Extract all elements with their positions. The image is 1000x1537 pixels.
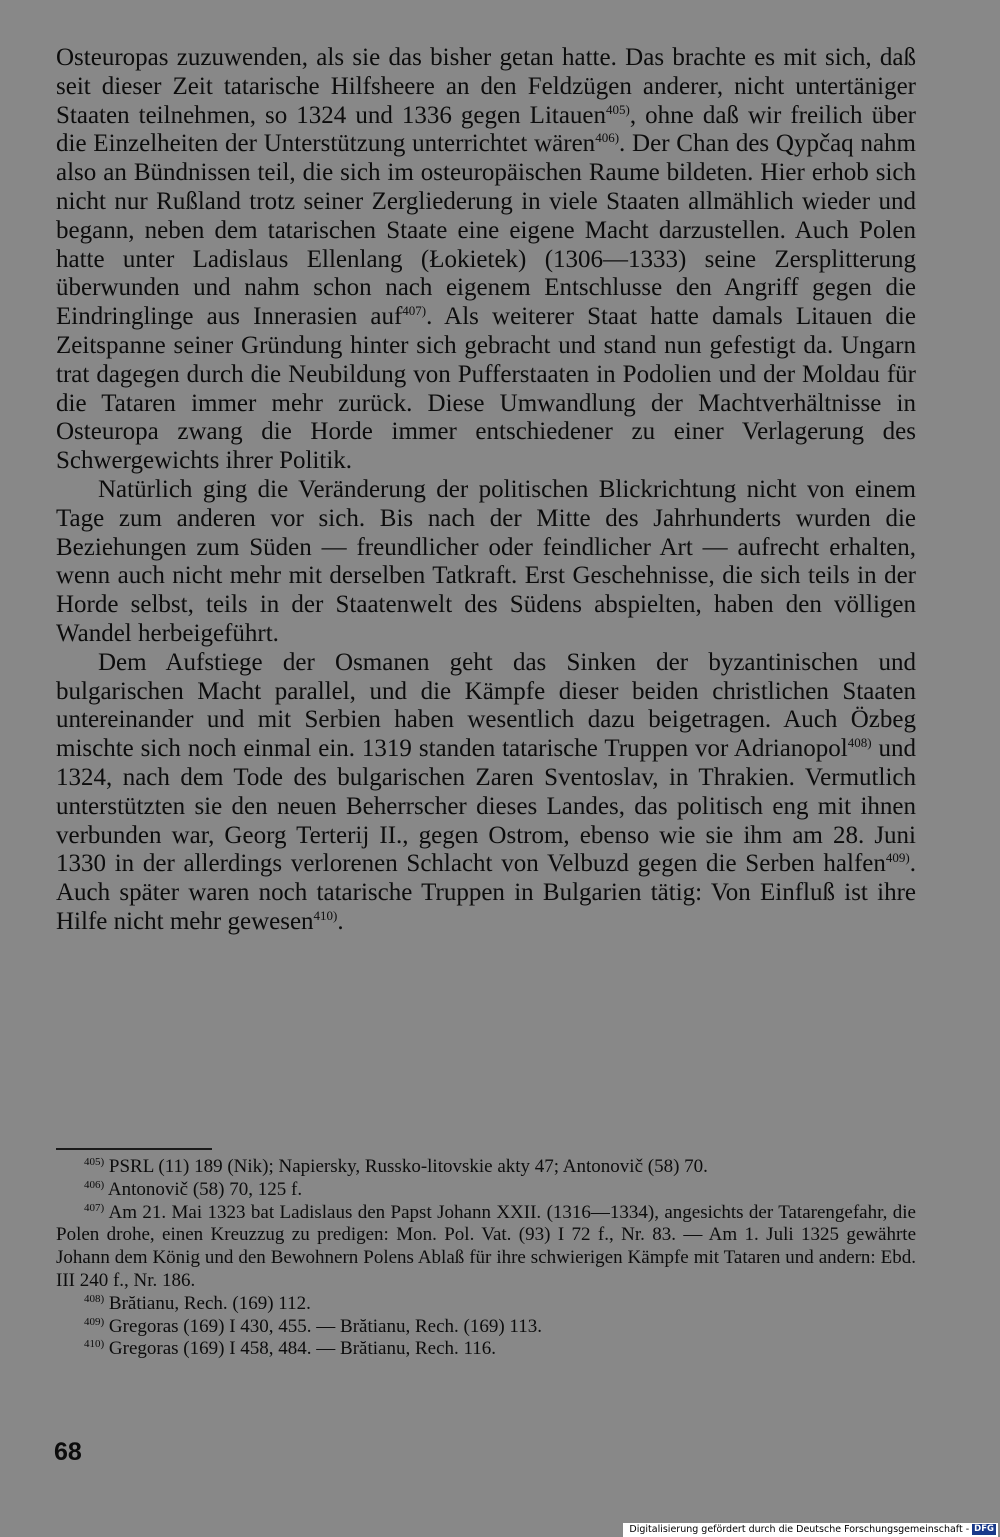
paragraph [56,44,916,476]
page-number: 68 [54,1438,82,1466]
text-run: . [337,907,344,935]
footnote-mark: 408) [84,1292,105,1305]
credit-text: Digitalisierung gefördert durch die Deutsche Forschungsgemeinschaft - [629,1524,970,1535]
footnote-reference: 405) [606,101,630,117]
footnote [56,1316,916,1339]
footnote-mark: 405) [84,1156,105,1168]
footnote-text: Gregoras (169) I 458, 484. — Brătianu, Rech. 116. [108,1338,497,1360]
dfg-logo: DFG [974,1524,994,1534]
footnotes [56,1156,916,1361]
text-run: , ohne daß wir freilich über die Einzelheiten der Unterstützung unterrichtet wären [56,101,916,158]
text-run: . Als weiterer Staat hatte damals Litauen die Zeitspanne seiner Gründung hinter sich gebracht und stand nun gefestigt da. Ungarn trat dagegen durch die Neubildung von Pufferstaaten in Podolien und der Moldau für die Tataren immer mehr zurück. Diese Umwandlung der Machtverhältnisse in Osteuropa zwang die Horde immer entschiedener zu einer Verlagerung des Schwergewichts ihrer Politik. [56,303,916,475]
text-run: . Auch später waren noch tatarische Truppen in Bulgarien tätig: Von Einfluß ist ihre Hilfe nicht mehr gewesen [56,850,916,935]
text-run: Dem Aufstiege der Osmanen geht das Sinken der byzantinischen und bulgarischen Macht parallel, und die Kämpfe dieser beiden christlichen Staaten untereinander und mit Serbien haben wesentlich dazu beigetragen. Auch Özbeg mischte sich noch einmal ein. 1319 standen tatarische Truppen vor Adrianopol [56,648,916,763]
footnote-reference: 410) [313,907,338,923]
footnote [56,1293,916,1316]
digitization-credit [623,1523,998,1537]
body-text [56,44,916,937]
footnote-text: Brătianu, Rech. (169) 112. [108,1292,311,1314]
footnote-reference: 409) [885,850,910,866]
footnote [56,1202,916,1293]
footnote [56,1338,916,1361]
footnote-text: Gregoras (169) I 430, 455. — Brătianu, Rech. (169) 113. [108,1315,542,1337]
footnote-text: Antonovič (58) 70, 125 f. [107,1178,303,1200]
footnote-text: PSRL (11) 189 (Nik); Napiersky, Russko-litovskie akty 47; Antonovič (58) 70. [108,1156,708,1177]
footnote [56,1156,916,1179]
paragraph [56,476,916,649]
footnote-mark: 409) [84,1315,105,1328]
text-run: Natürlich ging die Veränderung der politischen Blickrichtung nicht von einem Tage zum anderen vor sich. Bis nach der Mitte des Jahrhunderts wurden die Beziehungen zum Süden — freundlicher oder feindlicher Art — aufrecht erhalten, wenn auch nicht mehr mit derselben Tatkraft. Erst Geschehnisse, die sich teils in der Horde selbst, teils in der Staatenwelt des Südens abspielten, haben den völligen Wandel herbeigeführt. [56,475,916,647]
text-run: . Der Chan des Qypčaq nahm also an Bündnissen teil, die sich im osteuropäischen Raume bildeten. Hier erhob sich nicht nur Rußland trotz seiner Zergliederung in viele Staaten allmählich wieder und begann, neben dem tatarischen Staate eine eigene Macht darzustellen. Auch Polen hatte unter Ladislaus Ellenlang (Łokietek) (1306—1333) seine Zersplitterung überwunden und nahm schon nach eigenem Entschlusse den Angriff gegen die Eindringlinge aus Innerasien auf [56,130,916,331]
footnote [56,1179,916,1202]
footnote-reference: 406) [595,130,620,146]
text-run: Osteuropas zuzuwenden, als sie das bisher getan hatte. Das brachte es mit sich, daß seit dieser Zeit tatarische Hilfsheere an den Feldzügen anderer, nicht untertäniger Staaten teilnehmen, so 1324 und 1336 gegen Litauen [56,44,916,129]
footnote-reference: 408) [847,735,872,751]
paragraph [56,649,916,937]
footnote-mark: 407) [84,1201,105,1214]
text-run: und 1324, nach dem Tode des bulgarischen Zaren Sventoslav, in Thrakien. Vermutlich unterstützten sie den neuen Beherrscher dieses Landes, das politisch eng mit ihnen verbunden war, Georg Terterij II., gegen Ostrom, ebenso wie sie ihm am 28. Juni 1330 in der allerdings verlorenen Schlacht von Velbuzd gegen die Serben halfen [56,735,916,878]
footnote-text: Am 21. Mai 1323 bat Ladislaus den Papst Johann XXII. (1316—1334), angesichts der Tatarengefahr, die Polen drohe, einen Kreuzzug zu predigen: Mon. Pol. Vat. (93) I 72 f., Nr. 83. — Am 1. Juli 1325 gewährte Johann dem König und den Bewohnern Polens Ablaß für ihre schwierigen Kämpfe mit Tataren und andern: Ebd. III 240 f., Nr. 186. [56,1201,916,1291]
footnote-reference: 407) [402,303,427,319]
footnote-separator [56,1148,212,1150]
footnote-mark: 410) [84,1338,105,1351]
footnote-mark: 406) [84,1178,105,1191]
